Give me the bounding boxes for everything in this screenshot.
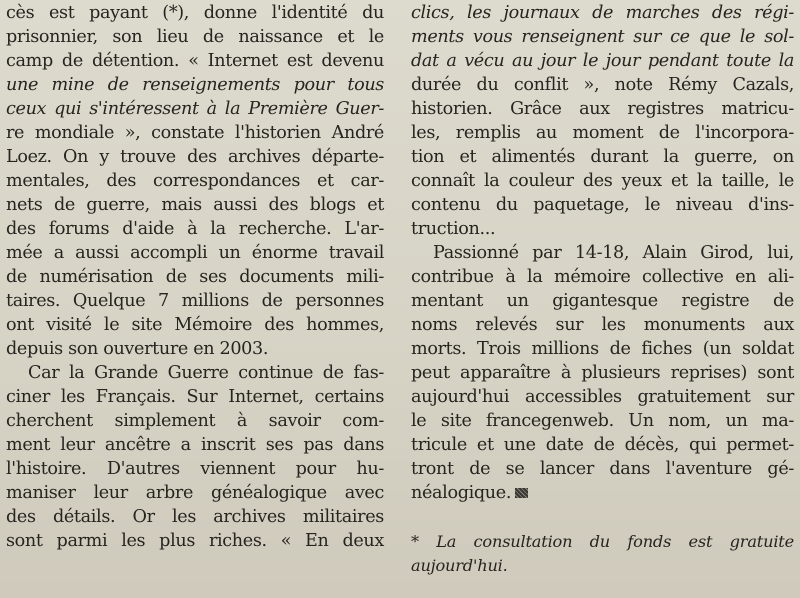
footnote-line: aujourd'hui.	[411, 556, 508, 575]
text-line: durée du conflit », note Rémy Cazals,	[411, 75, 794, 95]
text-line: prisonnier, son lieu de naissance et le	[6, 27, 384, 47]
text-line: re mondiale », constate l'historien André	[6, 123, 384, 143]
text-segment: néalogique.	[411, 483, 512, 503]
paragraph-end-line: depuis son ouverture en 2003.	[6, 339, 269, 359]
quote-line: une mine de renseignements pour tous	[6, 75, 384, 95]
text-line: noms relevés sur les monuments aux	[411, 315, 794, 335]
text-line: contenu du paquetage, le niveau d'ins-	[411, 195, 794, 215]
text-line: tront de se lancer dans l'aventure gé-	[411, 459, 794, 479]
text-line: ciner les Français. Sur Internet, certains	[6, 387, 384, 407]
quote-line: clics, les journaux de marches des régi-	[411, 3, 794, 23]
text-line: ont visité le site Mémoire des hommes,	[6, 315, 384, 335]
text-line: tricule et une date de décès, qui permet-	[411, 435, 794, 455]
paragraph-start-line: Passionné par 14-18, Alain Girod, lui,	[433, 243, 794, 263]
footnote-line: * La consultation du fonds est gratuite	[411, 532, 794, 551]
quote-line: dat a vécu au jour le jour pendant toute la	[411, 51, 794, 71]
quote-line: ceux qui s'intéressent à la Première Guer-	[6, 99, 384, 119]
text-line: nets de guerre, mais aussi des blogs et	[6, 195, 384, 215]
text-line: aujourd'hui accessibles gratuitement sur	[411, 387, 794, 407]
text-segment: camp de détention. « Internet est devenu	[6, 51, 384, 71]
text-line: des forums d'aide à la recherche. L'ar-	[6, 219, 384, 239]
text-line: tion et alimentés durant la guerre, on	[411, 147, 794, 167]
text-line: connaît la couleur des yeux et la taille, le	[411, 171, 794, 191]
text-line: ment leur ancêtre a inscrit ses pas dans	[6, 435, 384, 455]
text-line: de numérisation de ses documents mili-	[6, 267, 384, 287]
text-line: cès est payant (*), donne l'identité du	[6, 3, 384, 23]
text-line: le site francegenweb. Un nom, un ma-	[411, 411, 794, 431]
text-line: mentant un gigantesque registre de	[411, 291, 794, 311]
text-line: l'histoire. D'autres viennent pour hu-	[6, 459, 384, 479]
text-line: taires. Quelque 7 millions de personnes	[6, 291, 384, 311]
quote-line: ments vous renseignent sur ce que le sol-	[411, 27, 794, 47]
text-line: mentales, des correspondances et car-	[6, 171, 384, 191]
text-line: Loez. On y trouve des archives départe-	[6, 147, 384, 167]
text-line: contribue à la mémoire collective en ali-	[411, 267, 794, 287]
text-line	[6, 49, 384, 73]
paragraph-end-line: truction...	[411, 219, 496, 239]
end-of-article-mark-icon	[515, 488, 528, 498]
text-line: morts. Trois millions de fiches (un soldat	[411, 339, 794, 359]
text-line: maniser leur arbre généalogique avec	[6, 483, 384, 503]
text-line: peut apparaître à plusieurs reprises) sont	[411, 363, 794, 383]
text-line: cherchent simplement à savoir com-	[6, 411, 384, 431]
paragraph-end-line	[411, 481, 528, 505]
text-line: mée a aussi accompli un énorme travail	[6, 243, 384, 263]
text-line: des détails. Or les archives militaires	[6, 507, 384, 527]
paragraph-start-line: Car la Grande Guerre continue de fas-	[28, 363, 384, 383]
text-line: historien. Grâce aux registres matricu-	[411, 99, 794, 119]
text-line: les, remplis au moment de l'incorpora-	[411, 123, 794, 143]
text-line: sont parmi les plus riches. « En deux	[6, 531, 384, 551]
